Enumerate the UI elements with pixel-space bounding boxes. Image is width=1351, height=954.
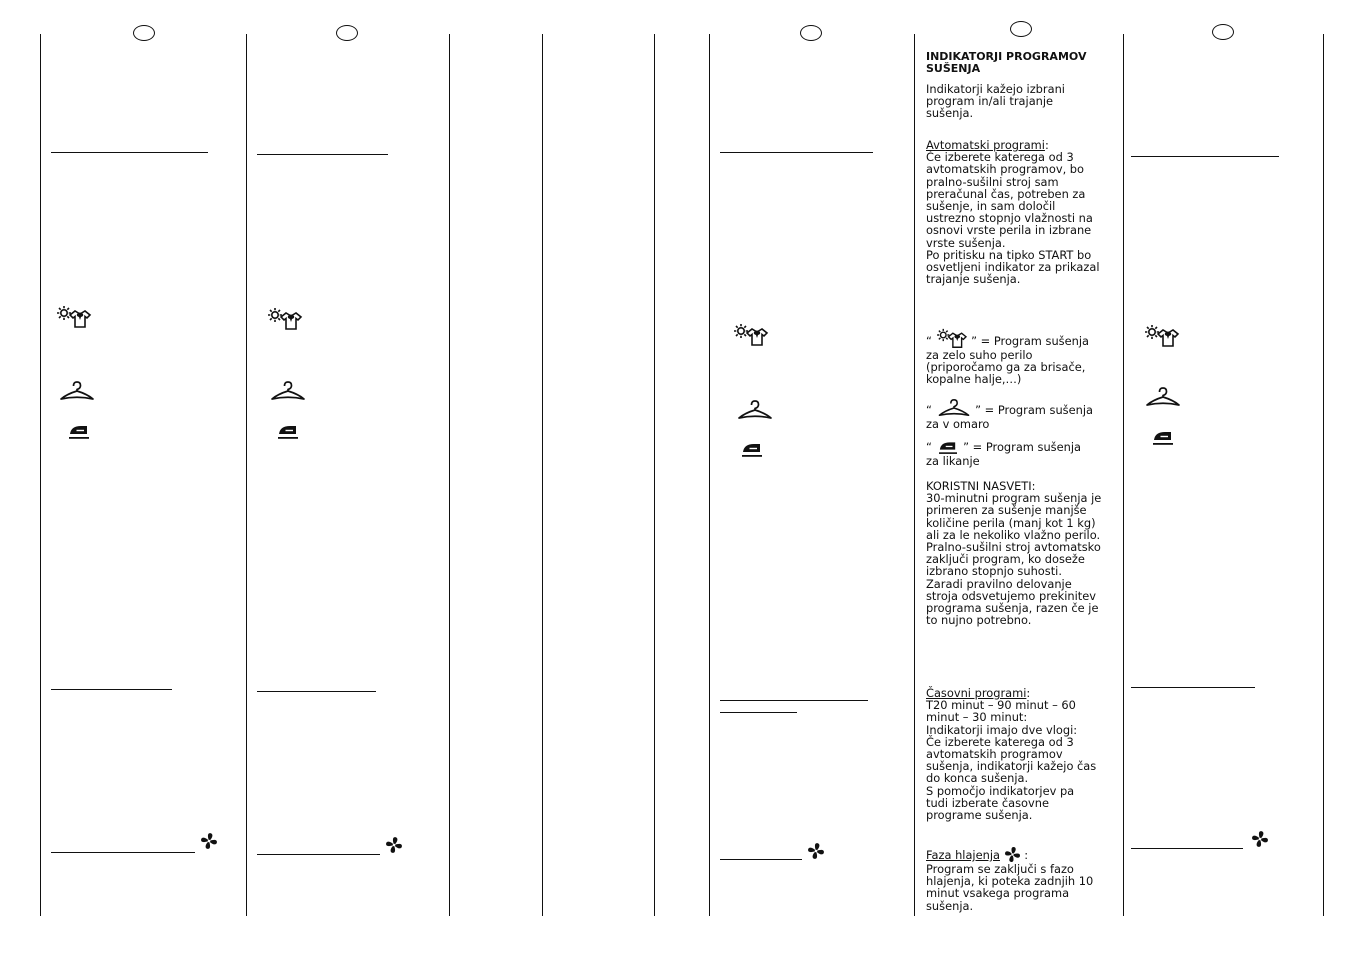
column-divider	[1323, 34, 1324, 916]
column-divider	[709, 34, 710, 916]
column-divider	[449, 34, 450, 916]
extra-dry-icon	[267, 307, 303, 331]
iron-icon	[276, 420, 300, 440]
iron-icon	[740, 438, 764, 458]
section-rule	[720, 152, 873, 153]
timed-programs-text: T20 minut – 90 minut – 60 minut – 30 minut: Indikatorji imajo dve vlogi: Če izberete katerega od 3 avtomatskih programov sušenja, indikatorji kažejo čas do konca sušenja. S pomočjo indikatorjev pa tudi izberate časovne programe sušenja.	[926, 698, 1097, 823]
language-marker	[1010, 21, 1032, 37]
extra-dry-icon	[1144, 324, 1180, 348]
fan-icon	[1004, 846, 1021, 863]
section-rule	[51, 852, 195, 853]
language-marker	[800, 25, 822, 41]
fan-icon	[385, 836, 403, 854]
column-divider	[654, 34, 655, 916]
tips-text: KORISTNI NASVETI: 30-minutni program sušenja je primeren za sušenje manjše količine perila (manj kot 1 kg) ali za le nekoliko vlažno perilo. Pralno-sušilni stroj avtomatsko zaključi program, ko doseže izbrano stopnjo suhosti. Zaradi pravilno delovanje stroja odsvetujemo prekinitev programa sušenja, razen če je to nujno potrebno.	[926, 479, 1102, 628]
column-divider	[914, 34, 915, 916]
open-quote: “	[926, 403, 932, 417]
section-rule	[720, 712, 797, 713]
hanger-icon	[737, 399, 773, 421]
iron-icon	[936, 437, 960, 455]
iron-icon	[67, 420, 91, 440]
section-rule	[1131, 156, 1279, 157]
language-marker	[133, 25, 155, 41]
language-marker	[1212, 24, 1234, 40]
fan-icon	[1251, 830, 1269, 848]
hanger-icon	[59, 380, 95, 402]
extra-dry-icon	[936, 328, 968, 349]
section-rule	[720, 700, 868, 701]
iron-item	[926, 437, 1118, 467]
column-divider	[40, 34, 41, 916]
column-divider	[1123, 34, 1124, 916]
iron-label: ” = Program sušenja za likanje	[926, 440, 1081, 468]
hanger-icon	[270, 380, 306, 402]
language-marker	[336, 25, 358, 41]
cooling-title: Faza hlajenja	[926, 848, 1000, 862]
section-rule	[257, 691, 376, 692]
column-divider	[246, 34, 247, 916]
section-rule	[720, 859, 802, 860]
section-rule	[51, 152, 208, 153]
section-heading: INDIKATORJI PROGRAMOV SUŠENJA	[926, 50, 1087, 75]
cupboard-label: ” = Program sušenja za v omaro	[926, 403, 1093, 431]
open-quote: “	[926, 334, 932, 348]
section-rule	[1131, 848, 1243, 849]
auto-programs-block	[926, 139, 1118, 285]
section-rule	[51, 689, 172, 690]
timed-programs-title: Časovni programi	[926, 686, 1027, 700]
cooling-text: Program se zaključi s fazo hlajenja, ki poteka zadnjih 10 minut vsakega programa sušenja.	[926, 862, 1094, 913]
cooling-colon: :	[1024, 848, 1029, 862]
section-rule	[1131, 687, 1255, 688]
cooling-block	[926, 846, 1118, 912]
column-divider	[542, 34, 543, 916]
fan-icon	[807, 842, 825, 860]
extra-dry-label: ” = Program sušenja za zelo suho perilo (priporočamo ga za brisače, kopalne halje,…)	[926, 334, 1089, 387]
open-quote: “	[926, 440, 932, 454]
auto-programs-text: Če izberete katerega od 3 avtomatskih programov, bo pralno-sušilni stroj sam preračunal čas, potreben za sušenje, in sam določil ustrezno stopnjo vlažnosti na osnovi vrste perila in izbrane vrste sušenja. Po pritisku na tipko START bo osvetljeni indikator za prikazal trajanje sušenja.	[926, 150, 1100, 287]
timed-programs-block	[926, 687, 1118, 821]
auto-programs-colon: :	[1044, 138, 1049, 152]
hanger-icon	[1145, 386, 1181, 408]
fan-icon	[200, 832, 218, 850]
cupboard-item	[926, 398, 1118, 430]
extra-dry-icon	[733, 323, 769, 347]
intro-text: Indikatorji kažejo izbrani program in/ali trajanje sušenja.	[926, 82, 1065, 121]
timed-programs-colon: :	[1026, 686, 1031, 700]
extra-dry-icon	[56, 305, 92, 329]
hanger-icon	[936, 398, 972, 418]
extra-dry-item	[926, 328, 1118, 386]
iron-icon	[1151, 426, 1175, 446]
section-rule	[257, 854, 380, 855]
section-rule	[257, 154, 388, 155]
auto-programs-title: Avtomatski programi	[926, 138, 1045, 152]
